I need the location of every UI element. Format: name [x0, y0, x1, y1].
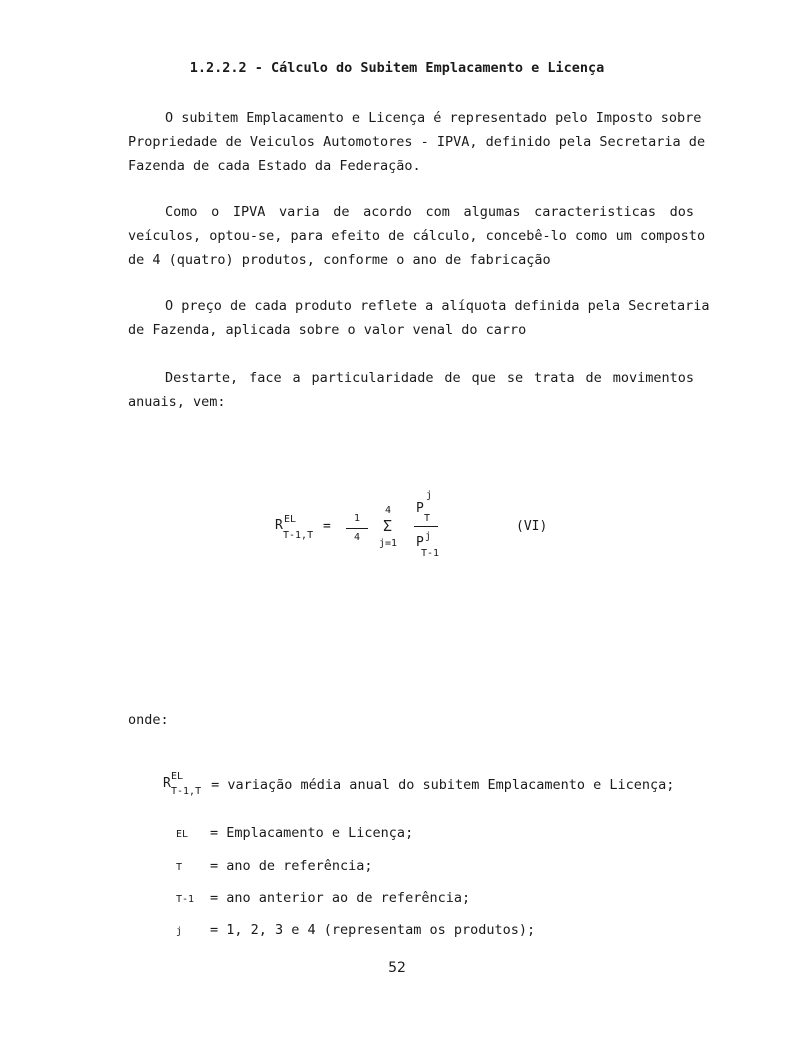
formula-den-sub: T-1	[421, 548, 440, 559]
def-text: = ano anterior ao de referência;	[210, 890, 471, 906]
definition-row	[176, 922, 535, 938]
def-symbol-sub: T-1,T	[171, 786, 202, 797]
formula-lhs-sub: T-1,T	[283, 530, 314, 541]
formula-frac-numerator: 1	[354, 513, 361, 524]
def-text: = 1, 2, 3 e 4 (representam os produtos);	[210, 922, 536, 938]
formula-den-sup: j	[425, 531, 432, 542]
formula-main-frac-line	[414, 526, 438, 527]
def-main-text: = variação média anual do subitem Emplacamento e Licença;	[211, 777, 675, 793]
formula-den-base: P	[416, 535, 424, 550]
formula-frac-line	[346, 528, 368, 529]
paragraph-2	[128, 200, 706, 272]
formula-vi	[0, 480, 794, 590]
paragraph-line: de Fazenda, aplicada sobre o valor venal do carro	[128, 322, 527, 338]
section-heading: 1.2.2.2 - Cálculo do Subitem Emplacamento e Licença	[189, 60, 605, 76]
def-text: = ano de referência;	[210, 858, 373, 874]
formula-frac-denominator: 4	[354, 532, 361, 543]
paragraph-3	[128, 294, 710, 342]
formula-lhs-sup: EL	[284, 514, 297, 525]
definition-row	[176, 858, 373, 874]
definition-row	[176, 825, 413, 841]
definition-main	[163, 771, 675, 797]
paragraph-1	[128, 106, 706, 178]
formula-sum-upper: 4	[385, 505, 392, 516]
def-key: T-1	[176, 894, 195, 905]
paragraph-line: O preço de cada produto reflete a alíquota definida pela Secretaria	[165, 298, 710, 314]
formula-sum-lower: j=1	[379, 538, 398, 549]
paragraph-line: Fazenda de cada Estado da Federação.	[128, 158, 421, 174]
paragraph-line: Destarte, face a particularidade de que se trata de movimentos	[165, 370, 694, 386]
formula-num-base: P	[416, 501, 424, 516]
paragraph-line: Propriedade de Veiculos Automotores - IPVA, definido pela Secretaria de	[128, 134, 706, 150]
def-key: EL	[176, 829, 189, 840]
formula-sum-symbol: Σ	[383, 517, 393, 535]
def-key: T	[176, 862, 183, 873]
definition-row	[176, 890, 470, 906]
formula-num-sup: j	[426, 490, 433, 501]
paragraph-line: de 4 (quatro) produtos, conforme o ano de fabricação	[128, 252, 551, 268]
paragraph-4	[128, 366, 694, 414]
formula-equals: =	[323, 519, 331, 534]
def-key: j	[176, 926, 183, 937]
def-symbol-sup: EL	[171, 771, 184, 782]
formula-num-sub: T	[424, 513, 431, 524]
def-symbol-base: R	[163, 776, 171, 791]
paragraph-line: veículos, optou-se, para efeito de cálculo, concebê-lo como um composto	[128, 228, 706, 244]
where-label: onde:	[128, 712, 169, 728]
page-number: 52	[388, 960, 406, 976]
paragraph-line: Como o IPVA varia de acordo com algumas caracteristicas dos	[165, 204, 694, 220]
paragraph-line: O subitem Emplacamento e Licença é representado pelo Imposto sobre	[165, 110, 702, 126]
paragraph-line: anuais, vem:	[128, 394, 226, 410]
formula-lhs-base: R	[275, 518, 283, 533]
def-text: = Emplacamento e Licença;	[210, 825, 414, 841]
formula-label: (VI)	[516, 519, 548, 534]
